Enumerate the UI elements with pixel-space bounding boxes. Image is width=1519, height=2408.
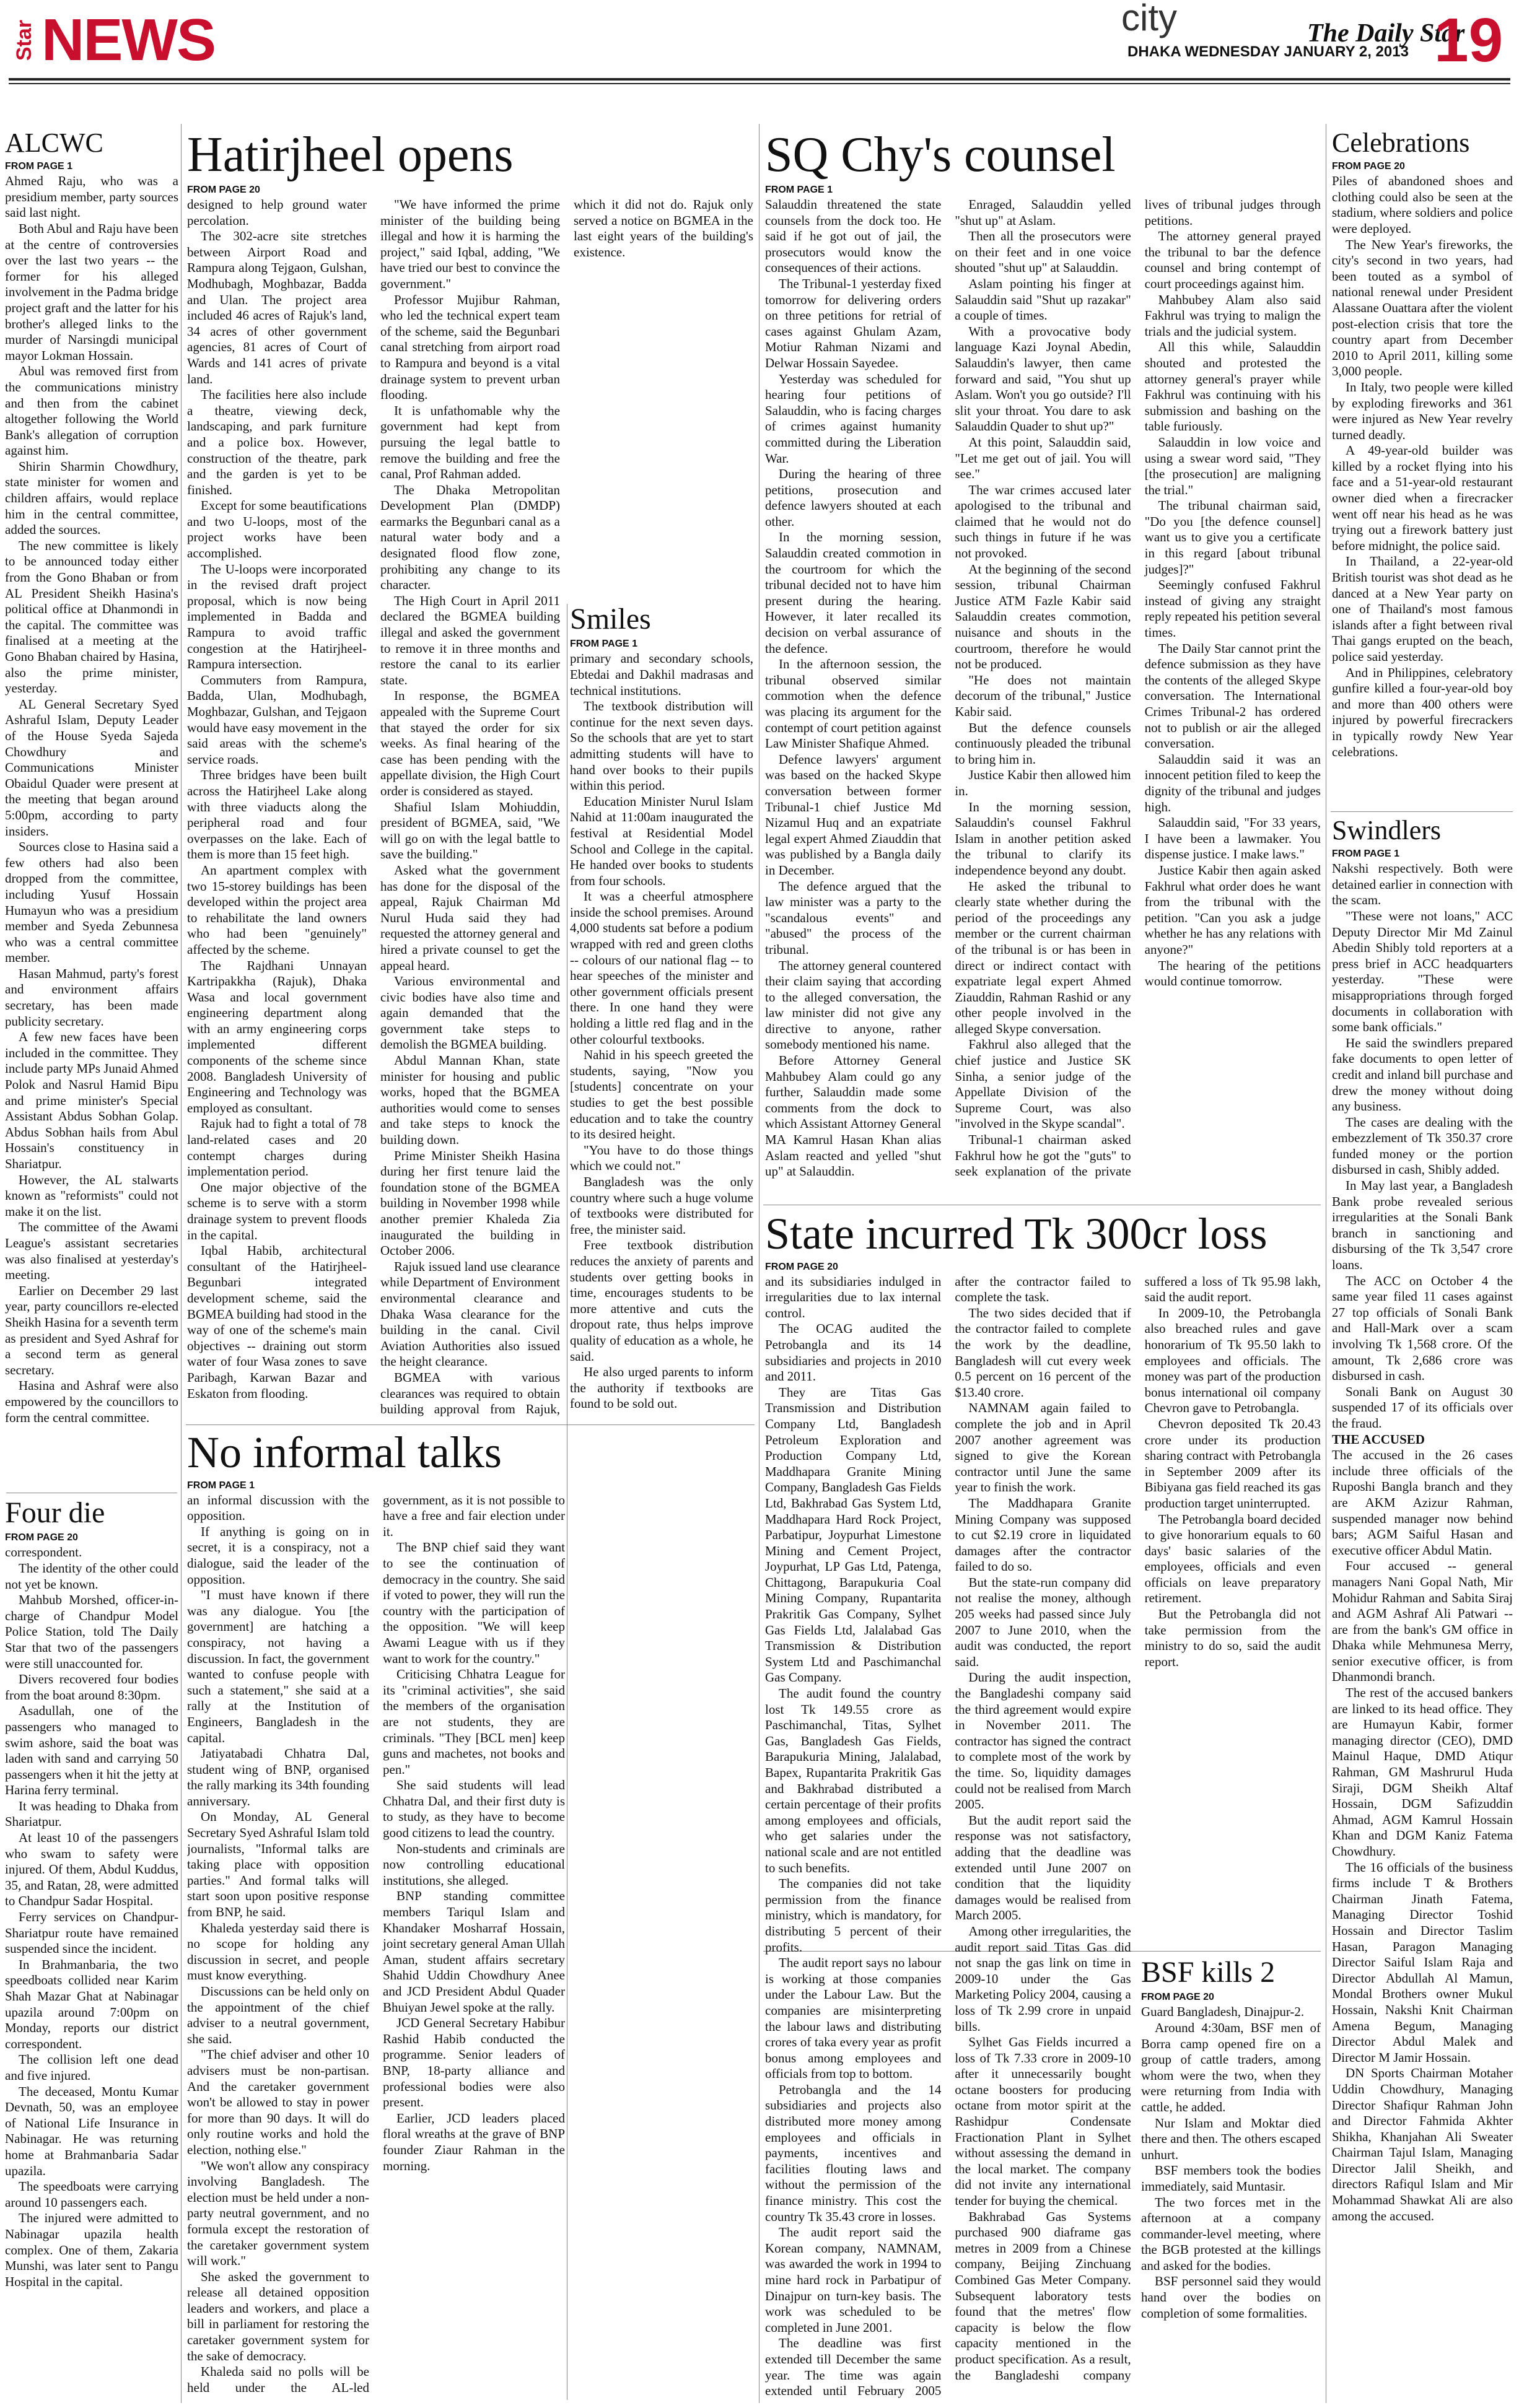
- paragraph: But the audit report said the response was not satisfactory, adding that the deadline was extended until June 2007 on condition that the liquidity damages would be realised from March 2005.: [955, 1812, 1131, 1923]
- article-headline: BSF kills 2: [1141, 1957, 1276, 1989]
- paragraph: Both Abul and Raju have been at the centre of controversies over the last two years -- the former for his alleged involvement in the Padma bridge project graft and the latter for his brother's alleged links to the murder of Narsingdi municipal mayor Lokman Hossain.: [5, 220, 178, 363]
- jump-label: FROM PAGE 20: [1332, 161, 1405, 172]
- paragraph: Education Minister Nurul Islam Nahid at 11:00am inaugurated the festival at Residential Model School and College in the capital. He handed over books to students from four schools.: [570, 793, 753, 888]
- paragraph: In 2009-10, the Petrobangla also breached rules and gave honorarium of Tk 95.50 lakh to employees and officials. The money was part of the production bonus international oil company Chevron gave to Petrobangla.: [1144, 1305, 1321, 1416]
- paragraph: BGMEA with various clearances was required to obtain building approval from Rajuk, which it did not do. Rajuk only served a notice on BGMEA in the last eight years of the building's existence.: [380, 197, 753, 1417]
- paragraph: Shirin Sharmin Chowdhury, state minister for women and children affairs, would replace him in the central committee, added the sources.: [5, 458, 178, 538]
- paragraph: At least 10 of the passengers who swam to safety were injured. Of them, Abdul Kuddus, 35, and Ratan, 28, were admitted to Chandpur Sadar Hospital.: [5, 1830, 178, 1909]
- paragraph: Non-students and criminals are now controlling educational institutions, she alleged.: [383, 1841, 565, 1888]
- paragraph: The Dhaka Metropolitan Development Plan (DMDP) earmarks the Begunbari canal as a natural water body and a designated flood flow zone, prohibiting any change to its character.: [380, 482, 560, 593]
- paragraph: He also urged parents to inform the authority if textbooks are found to be sold out.: [570, 1364, 753, 1411]
- paragraph: Salauddin threatened the state counsels from the dock too. He said if he got out of jail, the prosecutors would know the consequences of their actions.: [765, 197, 942, 276]
- article-headline: No informal talks: [187, 1429, 502, 1477]
- paragraph: Criticising Chhatra League for its "criminal activities", she said the members of the organisation are not students, they are criminals. "They [BCL men] keep guns and machetes, not books and pen.": [383, 1667, 565, 1777]
- paragraph: Hasina and Ashraf were also empowered by the councillors to form the central committee.: [5, 1378, 178, 1425]
- paragraph: Around 4:30am, BSF men of Borra camp opened fire on a group of cattle traders, among whom were the two, when they were returning from India with cattle, he added.: [1141, 2020, 1321, 2114]
- paragraph: Before Attorney General Mahbubey Alam could go any further, Salauddin made some comments from the dock to which Assistant Attorney General MA Kamrul Hasan Khan alias Aslam reacted and yelled "shut up" at Salauddin.: [765, 1053, 942, 1179]
- masthead-rule: [9, 78, 1510, 81]
- paragraph: Divers recovered four bodies from the boat around 8:30pm.: [5, 1672, 178, 1703]
- paragraph: DN Sports Chairman Motaher Uddin Chowdhury, Managing Director Shafiqur Rahman John and Director Fahmida Akhter Shikha, Khanjahan Ali Sweater Chairman Tajul Islam, Managing Director Jalil Sheikh, and directors Rafiqul Islam and Mir Mohammad Shawkat Ali are also among the accused.: [1332, 2066, 1513, 2223]
- paragraph: On Monday, AL General Secretary Syed Ashraful Islam told journalists, "Informal talks are taking place with opposition parties." And formal talks will start soon upon positive response from BNP, he said.: [187, 1809, 369, 1920]
- paragraph: Salauddin said it was an innocent petition filed to keep the dignity of the tribunal and judges high.: [1144, 751, 1321, 814]
- paragraph: If anything is going on in secret, it is a conspiracy, not a dialogue, said the leader of the opposition.: [187, 1524, 369, 1587]
- paragraph: It is unfathomable why the government had kept from pursuing the legal battle to remove the building and free the canal, Prof Rahman added.: [380, 403, 560, 482]
- paragraph: Hasan Mahmud, party's forest and environment affairs secretary, has been made publicity secretary.: [5, 966, 178, 1029]
- column-divider: [181, 124, 182, 2403]
- paragraph: He asked the tribunal to clearly state whether during the period of the proceedings any member or the current chairman of the tribunal is or has been in direct or indirect contact with expatriate legal expert Ahmed Ziauddin, Rahman Rashid or any other people involved in the alleged Skype conversation.: [955, 878, 1131, 1036]
- paragraph: The Daily Star cannot print the defence submission as they have the contents of the alleged Skype conversation. The International Crimes Tribunal-2 has ordered not to publish or air the alleged conversation.: [1144, 640, 1321, 751]
- paragraph: Nahid in his speech greeted the students, saying, "Now you [students] concentrate on your studies to get the best possible education and to take the country to its desired height.: [570, 1047, 753, 1142]
- paragraph: "We won't allow any conspiracy involving Bangladesh. The election must be held under a non-party neutral government, and no formula except the restoration of the caretaker government system will work.": [187, 2158, 369, 2269]
- paragraph: During the audit inspection, the Bangladeshi company said the third agreement would expire in November 2011. The contractor has signed the contract to complete most of the work by the time. So, liquidity damages could not be realised from March 2005.: [955, 1670, 1131, 1812]
- paragraph: Guard Bangladesh, Dinajpur-2.: [1141, 2004, 1305, 2020]
- paragraph: Except for some beautifications and two U-loops, most of the project works have been accomplished.: [187, 498, 367, 561]
- paragraph: She asked the government to release all detained opposition leaders and workers, and place a bill in parliament for restoring the caretaker government system for the sake of democracy.: [187, 2269, 369, 2363]
- paragraph: During the hearing of three petitions, prosecution and defence lawyers shouted at each other.: [765, 466, 942, 529]
- paragraph: The defence argued that the law minister was a party to the "scandalous events" and "abused" the process of the tribunal.: [765, 878, 942, 957]
- paragraph: The war crimes accused later apologised to the tribunal and claimed that he would not do such things in future if he was not provoked.: [955, 482, 1131, 561]
- paragraph: The committee of the Awami League's assistant secretaries was also finalised at yesterday's meeting.: [5, 1219, 178, 1283]
- paragraph: Nur Islam and Moktar died there and then. The others escaped unhurt.: [1141, 2115, 1321, 2162]
- paragraph: Ferry services on Chandpur-Shariatpur route have remained suspended since the incident.: [5, 1909, 178, 1956]
- paragraph: In May last year, a Bangladesh Bank probe revealed serious irregularities at the Sonali Bank branch in sanctioning and disbursing of the Tk 3,547 crore loans.: [1332, 1178, 1513, 1273]
- article-four-die: [5, 1498, 178, 2402]
- paragraph: In response, the BGMEA appealed with the Supreme Court that stayed the order for six weeks. As final hearing of the case has been pending with the appellate division, the High Court order is considered as stayed.: [380, 688, 560, 798]
- paragraph: The speedboats were carrying around 10 passengers each.: [5, 2179, 178, 2210]
- article-body: [187, 1493, 565, 2400]
- paragraph: One major objective of the scheme is to serve with a storm drainage system to prevent floods in the capital.: [187, 1179, 367, 1242]
- paragraph: Shafiul Islam Mohiuddin, president of BGMEA, said, "We will go on with the legal battle to save the building.": [380, 799, 560, 862]
- paragraph: Free textbook distribution reduces the anxiety of parents and students over getting books in time, encourages students to be more attentive and cuts the dropout rate, thus helps improve quality of education as a whole, he said.: [570, 1237, 753, 1364]
- jump-label: FROM PAGE 1: [5, 161, 73, 172]
- paragraph: She said students will lead Chhatra Dal, and their first duty is to study, as they have to become good citizens to lead the country.: [383, 1778, 565, 1841]
- paragraph: But the Petrobangla did not take permission from the ministry to do so, said the audit report.: [1144, 1607, 1321, 1669]
- paragraph: AL General Secretary Syed Ashraful Islam, Deputy Leader of the House Syeda Sajeda Chowdhury and Communications Minister Obaidul Quader were present at the meeting that began around 5:00pm, according to party insiders.: [5, 696, 178, 839]
- paragraph: The injured were admitted to Nabinagar upazila health complex. One of them, Zakaria Munshi, was later sent to Pangu Hospital in the capital.: [5, 2210, 178, 2289]
- paragraph: Salauddin in low voice and using a swear word said, "They [the prosecution] are maligning the trial.": [1144, 434, 1321, 497]
- paragraph: The tribunal chairman said, "Do you [the defence counsel] want us to give you a certificate in this regard [about tribunal judges]?": [1144, 498, 1321, 577]
- paragraph: The attorney general prayed the tribunal to bar the defence counsel and bring contempt of court proceedings against him.: [1144, 229, 1321, 291]
- paragraph: correspondent.: [5, 1545, 82, 1560]
- article-headline: Swindlers: [1332, 816, 1441, 845]
- paragraph: Commuters from Rampura, Badda, Ulan, Modhubagh, Moghbazar, Gulshan, and Tejgaon would have easy movement in the said areas with the scheme's service roads.: [187, 672, 367, 767]
- paragraph: In Brahmanbaria, the two speedboats collided near Karim Shah Mazar Ghat at Nabinagar upazila around 7:00pm on Monday, reports our district correspondent.: [5, 1956, 178, 2051]
- article-headline: Hatirjheel opens: [187, 129, 514, 182]
- paragraph: NAMNAM again failed to complete the job and in April 2007 another agreement was signed to give the Korean contractor until June the same year to finish the work.: [955, 1400, 1131, 1495]
- paragraph: Bangladesh was the only country where such a huge volume of textbooks were distributed for free, the minister said.: [570, 1174, 753, 1237]
- paragraph: Mahbubey Alam also said Fakhrul was trying to malign the trials and the judicial system.: [1144, 292, 1321, 339]
- article-body: [570, 651, 753, 1419]
- paragraph: With a provocative body language Kazi Joynal Abedin, Salauddin's lawyer, then came forward and said, "You shut up Aslam. Won't you go outside? I'll slit your throat. You dare to ask Salauddin Quader to shut up?": [955, 323, 1131, 434]
- article-body: [5, 1545, 178, 2399]
- paragraph: The audit report said the Korean company, NAMNAM, was awarded the work in 1994 to mine hard rock in Parbatipur of Dinajpur on turn-key basis. The work was scheduled to be completed in June 2001.: [765, 2225, 942, 2335]
- jump-label: FROM PAGE 20: [1141, 1992, 1214, 2003]
- paragraph: Rajuk issued land use clearance while Department of Environment environmental clearance and Dhaka Wasa clearance for the building in the canal. Civil Aviation Authorities also issued the height clearance.: [380, 1259, 560, 1369]
- paragraph: "We have informed the prime minister of the building being illegal and how it is harming the project," said Iqbal, adding, "We have tried our best to convince the government.": [380, 197, 560, 291]
- paragraph: The New Year's fireworks, the city's second in two years, had been touted as a symbol of national renewal under President Alassane Ouattara after the violent post-election crisis that tore the country apart from December 2010 to April 2011, killing some 3,000 people.: [1332, 237, 1513, 379]
- subheading: THE ACCUSED: [1332, 1431, 1425, 1447]
- paragraph: The ACC on October 4 the same year filed 11 cases against 27 top officials of Sonali Bank and Hall-Mark over a scam involving Tk 1,568 crore. Of the amount, Tk 2,686 crore was disbursed in cash.: [1332, 1273, 1513, 1384]
- paragraph: Chevron deposited Tk 20.43 crore under its production sharing contract with Petrobangla in September 2009 after its Bibiyana gas field reached its gas production target uninterrupted.: [1144, 1416, 1321, 1511]
- jump-label: FROM PAGE 20: [765, 1261, 838, 1272]
- newspaper-name: The Daily Star: [1307, 19, 1465, 48]
- paragraph: The deceased, Montu Kumar Devnath, 50, was an employee of National Life Insurance in Nabinagar. He was returning home at Brahmanbaria Sadar upazila.: [5, 2083, 178, 2178]
- page-number: 19: [1434, 6, 1504, 75]
- paragraph: The 302-acre site stretches between Airport Road and Rampura along Tejgaon, Gulshan, Modhubagh, Moghbazar, Badda and Ulan. The project area included 46 acres of Rajuk's land, 34 acres of other government agencies, 81 acres of Court of Wards and 141 acres of private land.: [187, 229, 367, 386]
- paragraph: A 49-year-old builder was killed by a rocket flying into his face and a 51-year-old restaurant owner died when a firecracker went off near his head as he was trying out a firework battery just before midnight, the police said.: [1332, 443, 1513, 553]
- paragraph: Justice Kabir then allowed him in.: [955, 767, 1131, 798]
- paragraph: "These were not loans," ACC Deputy Director Mir Md Zainul Abedin Shibly told reporters at a press brief in ACC headquarters yesterday. "These were misappropriations through forged documents in collaboration with some bank officials.": [1332, 908, 1513, 1035]
- paragraph: The collision left one dead and five injured.: [5, 2052, 178, 2083]
- article-swindlers: [1332, 816, 1513, 2402]
- dateline: DHAKA WEDNESDAY JANUARY 2, 2013: [1127, 43, 1409, 60]
- paragraph: The deadline was first extended till December the same year. The time was again extended until February 2005 after the contractor failed to complete the task.: [765, 1273, 1131, 2399]
- paragraph: Rajuk had to fight a total of 78 land-related cases and 20 contempt charges during implementation period.: [187, 1116, 367, 1179]
- article-body: [1332, 173, 1513, 799]
- paragraph: Discussions can be held only on the appointment of the chief adviser to a neutral government, she said.: [187, 1984, 369, 2046]
- paragraph: Jatiyatabadi Chhatra Dal, student wing of BNP, organised the rally marking its 34th founding anniversary.: [187, 1746, 369, 1808]
- paragraph: The audit report says no labour is working at those companies under the Labour Law. But the companies are misinterpreting the labour laws and distributing crores of taka every year as profit bonus among employees and officials from top to bottom.: [765, 1955, 942, 2082]
- paragraph: The OCAG audited the Petrobangla and its 14 subsidiaries and projects in 2010 and 2011.: [765, 1321, 942, 1384]
- paragraph: "The chief adviser and other 10 advisers must be non-partisan. And the caretaker government won't be allowed to stay in power for more than 90 days. It will do only routine works and hold the election, nothing else.": [187, 2047, 369, 2157]
- paragraph: Piles of abandoned shoes and clothing could also be seen at the stadium, where soldiers and police were deployed.: [1332, 173, 1513, 236]
- article-celebrations: [1332, 129, 1513, 807]
- paragraph: The audit found the country lost Tk 149.55 crore as Paschimanchal, Titas, Sylhet Gas, Bangladesh Gas Fields, Barapukuria Mining, Jalalabad, Bapex, Rupantarita Prakritik Gas and Bakhrabad distributed a certain percentage of their profits among employees and officials, who get salaries under the national scale and are not entitled to such benefits.: [765, 1686, 942, 1875]
- paragraph: an informal discussion with the opposition.: [187, 1492, 369, 1524]
- paragraph: The textbook distribution will continue for the next seven days. So the schools that are yet to start admitting students will have to hand over books to their pupils within this period.: [570, 699, 753, 793]
- paragraph: Ahmed Raju, who was a presidium member, party sources said last night.: [5, 173, 178, 220]
- paragraph: The hearing of the petitions would continue tomorrow.: [1144, 958, 1321, 989]
- paragraph: The Petrobangla board decided to give honorarium equals to 60 days' basic salaries of the employees, officials and even officials on leave preparatory retirement.: [1144, 1511, 1321, 1606]
- paragraph: At this point, Salauddin said, "Let me get out of jail. You will see.": [955, 434, 1131, 482]
- paragraph: Sylhet Gas Fields incurred a loss of Tk 7.33 crore in 2009-10 after it unnecessarily bought octane boosters for producing octane from motor spirit at the Rashidpur Condensate Fractionation Plant in Sylhet without assessing the demand in the local market. The company did not invite any international tender for buying the chemical.: [955, 2035, 1131, 2209]
- section-divider: [186, 1424, 755, 1425]
- paragraph: Abul was removed first from the communications ministry and then from the cabinet altogether following the World Bank's allegation of corruption against him.: [5, 364, 178, 458]
- section-brand: [12, 6, 215, 74]
- article-no-informal-talks: [187, 1429, 565, 2402]
- paragraph: BNP standing committee members Tariqul Islam and Khandaker Mosharraf Hossain, joint secretary general Aman Ullah Aman, student affairs secretary Shahid Uddin Chowdhury Anee and JCD President Abdul Quader Bhuiyan Jewel spoke at the rally.: [383, 1888, 565, 2015]
- article-headline: Celebrations: [1332, 129, 1470, 158]
- section-title: NEWS: [42, 7, 215, 73]
- paragraph: Three bridges have been built across the Hatirjheel Lake along with three viaducts along the peripheral road and four overpasses on the lake. Each of them is more than 15 feet high.: [187, 767, 367, 862]
- paragraph: Tribunal-1 chairman asked Fakhrul how he got the "guts" to seek explanation of the private lives of tribunal judges through petitions.: [955, 197, 1321, 1179]
- paragraph: Defence lawyers' argument was based on the hacked Skype conversation between former Tribunal-1 chief Justice Md Nizamul Huq and an expatriate legal expert Ahmed Ziauddin that was published by a Bangla daily in December.: [765, 751, 942, 878]
- article-body: [1141, 2004, 1321, 2401]
- paragraph: Justice Kabir then again asked Fakhrul what order does he want from the tribunal with the petition. "Can you ask a judge whether he has any relations with anyone?": [1144, 862, 1321, 957]
- article-headline: Four die: [5, 1498, 105, 1529]
- paragraph: The High Court in April 2011 declared the BGMEA building illegal and asked the government to remove it in three months and restore the canal to its earlier state.: [380, 593, 560, 687]
- section-name: city: [1121, 0, 1177, 38]
- paragraph: Sonali Bank on August 30 suspended 17 of its officials over the fraud.: [1332, 1384, 1513, 1431]
- paragraph: In Italy, two people were killed by exploding fireworks and 361 were injured as New Year revelry turned deadly.: [1332, 379, 1513, 442]
- section-divider: [1331, 811, 1513, 812]
- paragraph: Salauddin said, "For 33 years, I have been a lawmaker. You dispense justice. I make laws.": [1144, 815, 1321, 862]
- paragraph: The two sides decided that if the contractor failed to complete the work by the deadline, Bangladesh will cut every week 0.5 percent on 16 percent of the $13.40 crore.: [955, 1305, 1131, 1400]
- article-bsf-kills: [1141, 1957, 1321, 2402]
- article-alcwc: [5, 129, 178, 1488]
- paragraph: Petrobangla and the 14 subsidiaries and projects also distributed more money among employees and officials in payments, incentives and facilities flouting laws and without the permission of the finance ministry. This cost the country Tk 35.43 crore in losses.: [765, 2082, 942, 2224]
- paragraph: Then all the prosecutors were on their feet and in one voice shouted "shut up" at Salauddin.: [955, 229, 1131, 276]
- paragraph: "I must have known if there was any dialogue. You [the government] are hatching a conspiracy, not having a discussion. In fact, the government wanted to confuse people with such a statement," she said at a rally at the Institution of Engineers, Bangladesh in the capital.: [187, 1587, 369, 1745]
- paragraph: Yesterday was scheduled for hearing four petitions of Salauddin, who is facing charges of crimes against humanity committed during the Liberation War.: [765, 371, 942, 466]
- paragraph: Various environmental and civic bodies have also time and again demanded that the government take steps to demolish the BGMEA building.: [380, 974, 560, 1052]
- paragraph: Professor Mujibur Rahman, who led the technical expert team of the scheme, said the Begunbari canal stretching from airport road to Rampura and beyond is a vital drainage system to prevent urban flooding.: [380, 292, 560, 403]
- paragraph: The Tribunal-1 yesterday fixed tomorrow for delivering orders on three petitions for retrial of cases against Ghulam Azam, Motiur Rahman Nizami and Delwar Hossain Sayedee.: [765, 276, 942, 370]
- paragraph: The U-loops were incorporated in the revised draft project proposal, which is now being implemented in Badda and Rampura to avoid traffic congestion at the Hatirjheel-Rampura intersection.: [187, 561, 367, 672]
- article-headline: Smiles: [570, 604, 651, 635]
- paragraph: Asadullah, one of the passengers who managed to swim ashore, said the boat was laden with sand and carrying 50 passengers when it hit the jetty at Harina ferry terminal.: [5, 1703, 178, 1798]
- paragraph: Sources close to Hasina said a few others had also been dropped from the committee, including Yusuf Hossain Humayun who was a presidium member and Syeda Zebunnesa who was a central committee member.: [5, 839, 178, 966]
- paragraph: However, the AL stalwarts known as "reformists" could not make it on the list.: [5, 1172, 178, 1219]
- paragraph: The accused in the 26 cases include three officials of the Ruposhi Bangla branch and they are AKM Azizur Rahman, suspended manager now behind bars; AGM Saiful Hasan and executive officer Abdul Matin.: [1332, 1447, 1513, 1558]
- paragraph: and its subsidiaries indulged in irregularities due to lax internal control.: [765, 1273, 942, 1320]
- paragraph: BSF members took the bodies immediately, said Muntasir.: [1141, 2163, 1321, 2194]
- paragraph: Seemingly confused Fakhrul instead of giving any straight reply repeated his petition several times.: [1144, 577, 1321, 640]
- article-sq-chy-counsel: [765, 129, 1321, 1200]
- paragraph: The 16 officials of the business firms include T & Brothers Chairman Jinath Fatema, Managing Director Toshid Hossain and Director Taslim Hasan, Paragon Managing Director Saiful Islam Raja and Director Abdullah Al Mamun, Mondal Brothers owner Mukul Hossain, Nakshi Knit Chairman Amena Begum, Managing Director Abdul Malek and Director M Jamir Hossain.: [1332, 1859, 1513, 2065]
- masthead-rule-thin: [9, 83, 1510, 84]
- paragraph: Earlier on December 29 last year, party councillors re-elected Sheikh Hasina for a seventh term as president and Syed Ashraf for a second term as general secretary.: [5, 1283, 178, 1377]
- paragraph: Bakhrabad Gas Systems purchased 900 diaframe gas metres in 2009 from a Chinese company, Beijing Zinchuang Combined Gas Meter Company. Subsequent laboratory tests found that the metres' flow capacity is below the flow capacity mentioned in the product specification. As a result, the Bangladeshi company suffered a loss of Tk 95.98 lakh, said the audit report.: [955, 1273, 1321, 2383]
- paragraph: Mahbub Morshed, officer-in-charge of Chandpur Model Police Station, told The Daily Star that two of the passengers were still unaccounted for.: [5, 1592, 178, 1671]
- paragraph: In the morning session, Salauddin's counsel Fakhrul Islam in another petition asked the tribunal to clarify its independence beyond any doubt.: [955, 799, 1131, 878]
- paragraph: Enraged, Salauddin yelled "shut up" at Aslam.: [955, 197, 1131, 228]
- paragraph: The new committee is likely to be announced today either from the Gono Bhaban or from AL President Sheikh Hasina's political office at Dhanmondi in the capital. The committee was finalised at a meeting at the Gono Bhaban chaired by Hasina, also the prime minister, yesterday.: [5, 538, 178, 696]
- masthead: [0, 0, 1519, 93]
- article-body: [5, 173, 178, 1474]
- paragraph: Earlier, JCD leaders placed floral wreaths at the grave of BNP founder Ziaur Rahman in the morning.: [383, 2110, 565, 2173]
- paragraph: The Rajdhani Unnayan Kartripakkha (Rajuk), Dhaka Wasa and local government engineering department along with an army engineering corps implemented different components of the scheme since 2008. Bangladesh University of Engineering and Technology was employed as consultant.: [187, 958, 367, 1115]
- paragraph: All this while, Salauddin shouted and protested the attorney general's prayer while Fakhrul was continuing with his submission and bashing on the table furiously.: [1144, 339, 1321, 434]
- article-headline: State incurred Tk 300cr loss: [765, 1211, 1267, 1259]
- paragraph: He said the swindlers prepared fake documents to open letter of credit and inland bill purchase and drew the money without doing any business.: [1332, 1035, 1513, 1114]
- paragraph: Aslam pointing his finger at Salauddin said "Shut up razakar" a couple of times.: [955, 276, 1131, 323]
- jump-label: FROM PAGE 1: [570, 639, 638, 650]
- paragraph: Fakhrul also alleged that the chief justice and Justice SK Sinha, a senior judge of the Appellate Division of the Supreme Court, was also "involved in the Skype scandal".: [955, 1037, 1131, 1132]
- paragraph: In the morning session, Salauddin created commotion in the courtroom for which the tribunal decided not to have him present during the hearing. However, it later recalled its decision on verbal assurance of the defence.: [765, 530, 942, 656]
- jump-label: FROM PAGE 20: [187, 185, 260, 195]
- paragraph: JCD General Secretary Habibur Rashid Habib conducted the programme. Senior leaders of BNP, 18-party alliance and professional bodies were also present.: [383, 2015, 565, 2110]
- paragraph: They are Titas Gas Transmission and Distribution Company Ltd, Bangladesh Petroleum Exploration and Production Company Ltd, Maddhapara Granite Mining Company, Bangladesh Gas Fields Ltd, Bakhrabad Gas System Ltd, Maddhapara Hard Rock Project, Parbatipur, Joypurhat Limestone Mining and Cement Project, Joypurhat, LP Gas Ltd, Patenga, Chittagong, Barapukuria Coal Mining Company, Rupantarita Prakritik Gas Company, Sylhet Gas Fields Ltd, Jalalabad Gas Transmission & Distribution System Ltd and Paschimanchal Gas Company.: [765, 1384, 942, 1685]
- paragraph: Khaleda yesterday said there is no scope for holding any discussion in secret, and people must know everything.: [187, 1920, 369, 1983]
- paragraph: Khaleda said no polls will be held under the AL-led government, as it is not possible to have a free and fair election under it.: [187, 1492, 565, 2395]
- paragraph: "You have to do those things which we could not.": [570, 1142, 753, 1174]
- paragraph: Abdul Mannan Khan, state minister for housing and public works, hoped that the BGMEA authorities would come to senses and take steps to knock the building down.: [380, 1053, 560, 1148]
- article-smiles: [570, 604, 753, 1420]
- paragraph: Nakshi respectively. Both were detained earlier in connection with the scam.: [1332, 861, 1513, 908]
- column-divider: [759, 124, 760, 2403]
- paragraph: "He does not maintain decorum of the tribunal," Justice Kabir said.: [955, 672, 1131, 719]
- paragraph: primary and secondary schools, Ebtedai and Dakhil madrasas and technical institutions.: [570, 651, 753, 698]
- paragraph: Prime Minister Sheikh Hasina during her first tenure laid the foundation stone of the BGMEA building in November 1998 while another premier Khaleda Zia inaugurated the building in October 2006.: [380, 1148, 560, 1259]
- jump-label: FROM PAGE 1: [765, 185, 833, 195]
- paragraph: The BNP chief said they want to see the continuation of democracy in the country. She said if voted to power, they will run the country with the participation of the opposition. "We will keep Awami League with us if they want to work for the country.": [383, 1540, 565, 1666]
- paragraph: The attorney general countered their claim saying that according to the alleged conversation, the law minister did not give any directive to anyone, rather somebody mentioned his name.: [765, 958, 942, 1052]
- paragraph: designed to help ground water percolation.: [187, 197, 367, 228]
- paragraph: The rest of the accused bankers are linked to its head office. They are Humayun Kabir, former managing director (CEO), DMD Mainul Haque, DMD Atiqur Rahman, GM Mashrurul Huda Siraji, DGM Sheikh Altaf Hossain, DGM Safizuddin Ahmad, AGM Kamrul Hossain Khan and DGM Kaniz Fatema Chowdhury.: [1332, 1685, 1513, 1859]
- jump-label: FROM PAGE 1: [1332, 848, 1400, 860]
- jump-label: FROM PAGE 1: [187, 1480, 255, 1491]
- paragraph: In the afternoon session, the tribunal observed similar commotion when the defence was placing its argument for the contempt of court petition against Law Minister Shafique Ahmed.: [765, 657, 942, 751]
- article-headline: ALCWC: [5, 129, 103, 158]
- paragraph: The two forces met in the afternoon at a company commander-level meeting, where the BGB protested at the killings and asked for the bodies.: [1141, 2194, 1321, 2273]
- paragraph: A few new faces have been included in the committee. They include party MPs Junaid Ahmed Polok and Nasrul Hamid Bipu and prime minister's Special Assistant Abdus Sobhan Golap. Abdus Sobhan hails from Abul Hossain's constituency in Shariatpur.: [5, 1029, 178, 1171]
- paragraph: Iqbal Habib, architectural consultant of the Hatirjheel-Begunbari integrated development scheme, said the BGMEA building had stood in the way of one of the scheme's main objectives -- draining out storm water of four Wasa zones to save Paribagh, Karwan Bazar and Eskaton from flooding.: [187, 1243, 367, 1401]
- paragraph: The cases are dealing with the embezzlement of Tk 350.37 crore funded money or the portion disbursed in cash, Shibly added.: [1332, 1114, 1513, 1177]
- paragraph: An apartment complex with two 15-storey buildings has been developed within the project area to rehabilitate the land owners who had been "genuinely" affected by the scheme.: [187, 862, 367, 957]
- jump-label: FROM PAGE 20: [5, 1532, 78, 1543]
- paragraph: And in Philippines, celebratory gunfire killed a four-year-old boy and more than 400 others were injured by powerful firecrackers in typically rowdy New Year celebrations.: [1332, 665, 1513, 759]
- paragraph: It was a cheerful atmosphere inside the school premises. Around 4,000 students sat before a podium wrapped with red and green cloths -- colours of our national flag -- to hear speeches of the minister and other government officials present there. In one hand they were holding a little red flag and in the other colourful textbooks.: [570, 889, 753, 1047]
- article-headline: SQ Chy's counsel: [765, 129, 1116, 182]
- brand-star-logo: Star: [12, 19, 36, 61]
- paragraph: BSF personnel said they would hand over the bodies on completion of some formalities.: [1141, 2274, 1321, 2321]
- paragraph: But the state-run company did not realise the money, although 205 weeks had passed since July 2007 to June 2010, when the audit was conducted, the report said.: [955, 1574, 1131, 1669]
- paragraph: At the beginning of the second session, tribunal Chairman Justice ATM Fazle Kabir said Salauddin creates commotion, nuisance and shouts in the courtroom, therefore he would not be produced.: [955, 561, 1131, 672]
- paragraph: It was heading to Dhaka from Shariatpur.: [5, 1798, 178, 1830]
- article-body: [1332, 861, 1513, 2397]
- article-body: [765, 197, 1321, 1200]
- paragraph: In Thailand, a 22-year-old British tourist was shot dead as he danced at a New Year party on one of Thailand's most famous islands after a fight between rival Thai gangs erupted on the beach, police said yesterday.: [1332, 554, 1513, 664]
- paragraph: The Maddhapara Granite Mining Company was supposed to cut $2.19 crore in liquidated damages after the contractor failed to do so.: [955, 1495, 1131, 1574]
- paragraph: The companies did not take permission from the finance ministry, which is mandatory, for distributing 5 percent of their profits.: [765, 1876, 942, 1955]
- paragraph: Four accused -- general managers Nani Gopal Nath, Mir Mohidur Rahman and Sabita Siraj and AGM Ashraf Ali Patwari -- are from the bank's GM office in Dhaka while Mehmunesa Merry, senior executive officer, is from Dhanmondi branch.: [1332, 1558, 1513, 1685]
- paragraph: Asked what the government has done for the disposal of the appeal, Rajuk Chairman Md Nurul Huda said they had requested the attorney general and hired a private counsel to get the appeal heard.: [380, 862, 560, 973]
- paragraph: The identity of the other could not yet be known.: [5, 1560, 178, 1592]
- paragraph: The facilities here also include a theatre, viewing deck, landscaping, and park furniture and a police box. However, construction of the theatre, park and the garden is yet to be finished.: [187, 387, 367, 497]
- paragraph: Among other irregularities, the audit report said Titas Gas did not snap the gas link on time in 2009-10 under the Gas Marketing Policy 2004, causing a loss of Tk 2.99 crore in unpaid bills.: [955, 1923, 1131, 2034]
- paragraph: But the defence counsels continuously pleaded the tribunal to bring him in.: [955, 720, 1131, 767]
